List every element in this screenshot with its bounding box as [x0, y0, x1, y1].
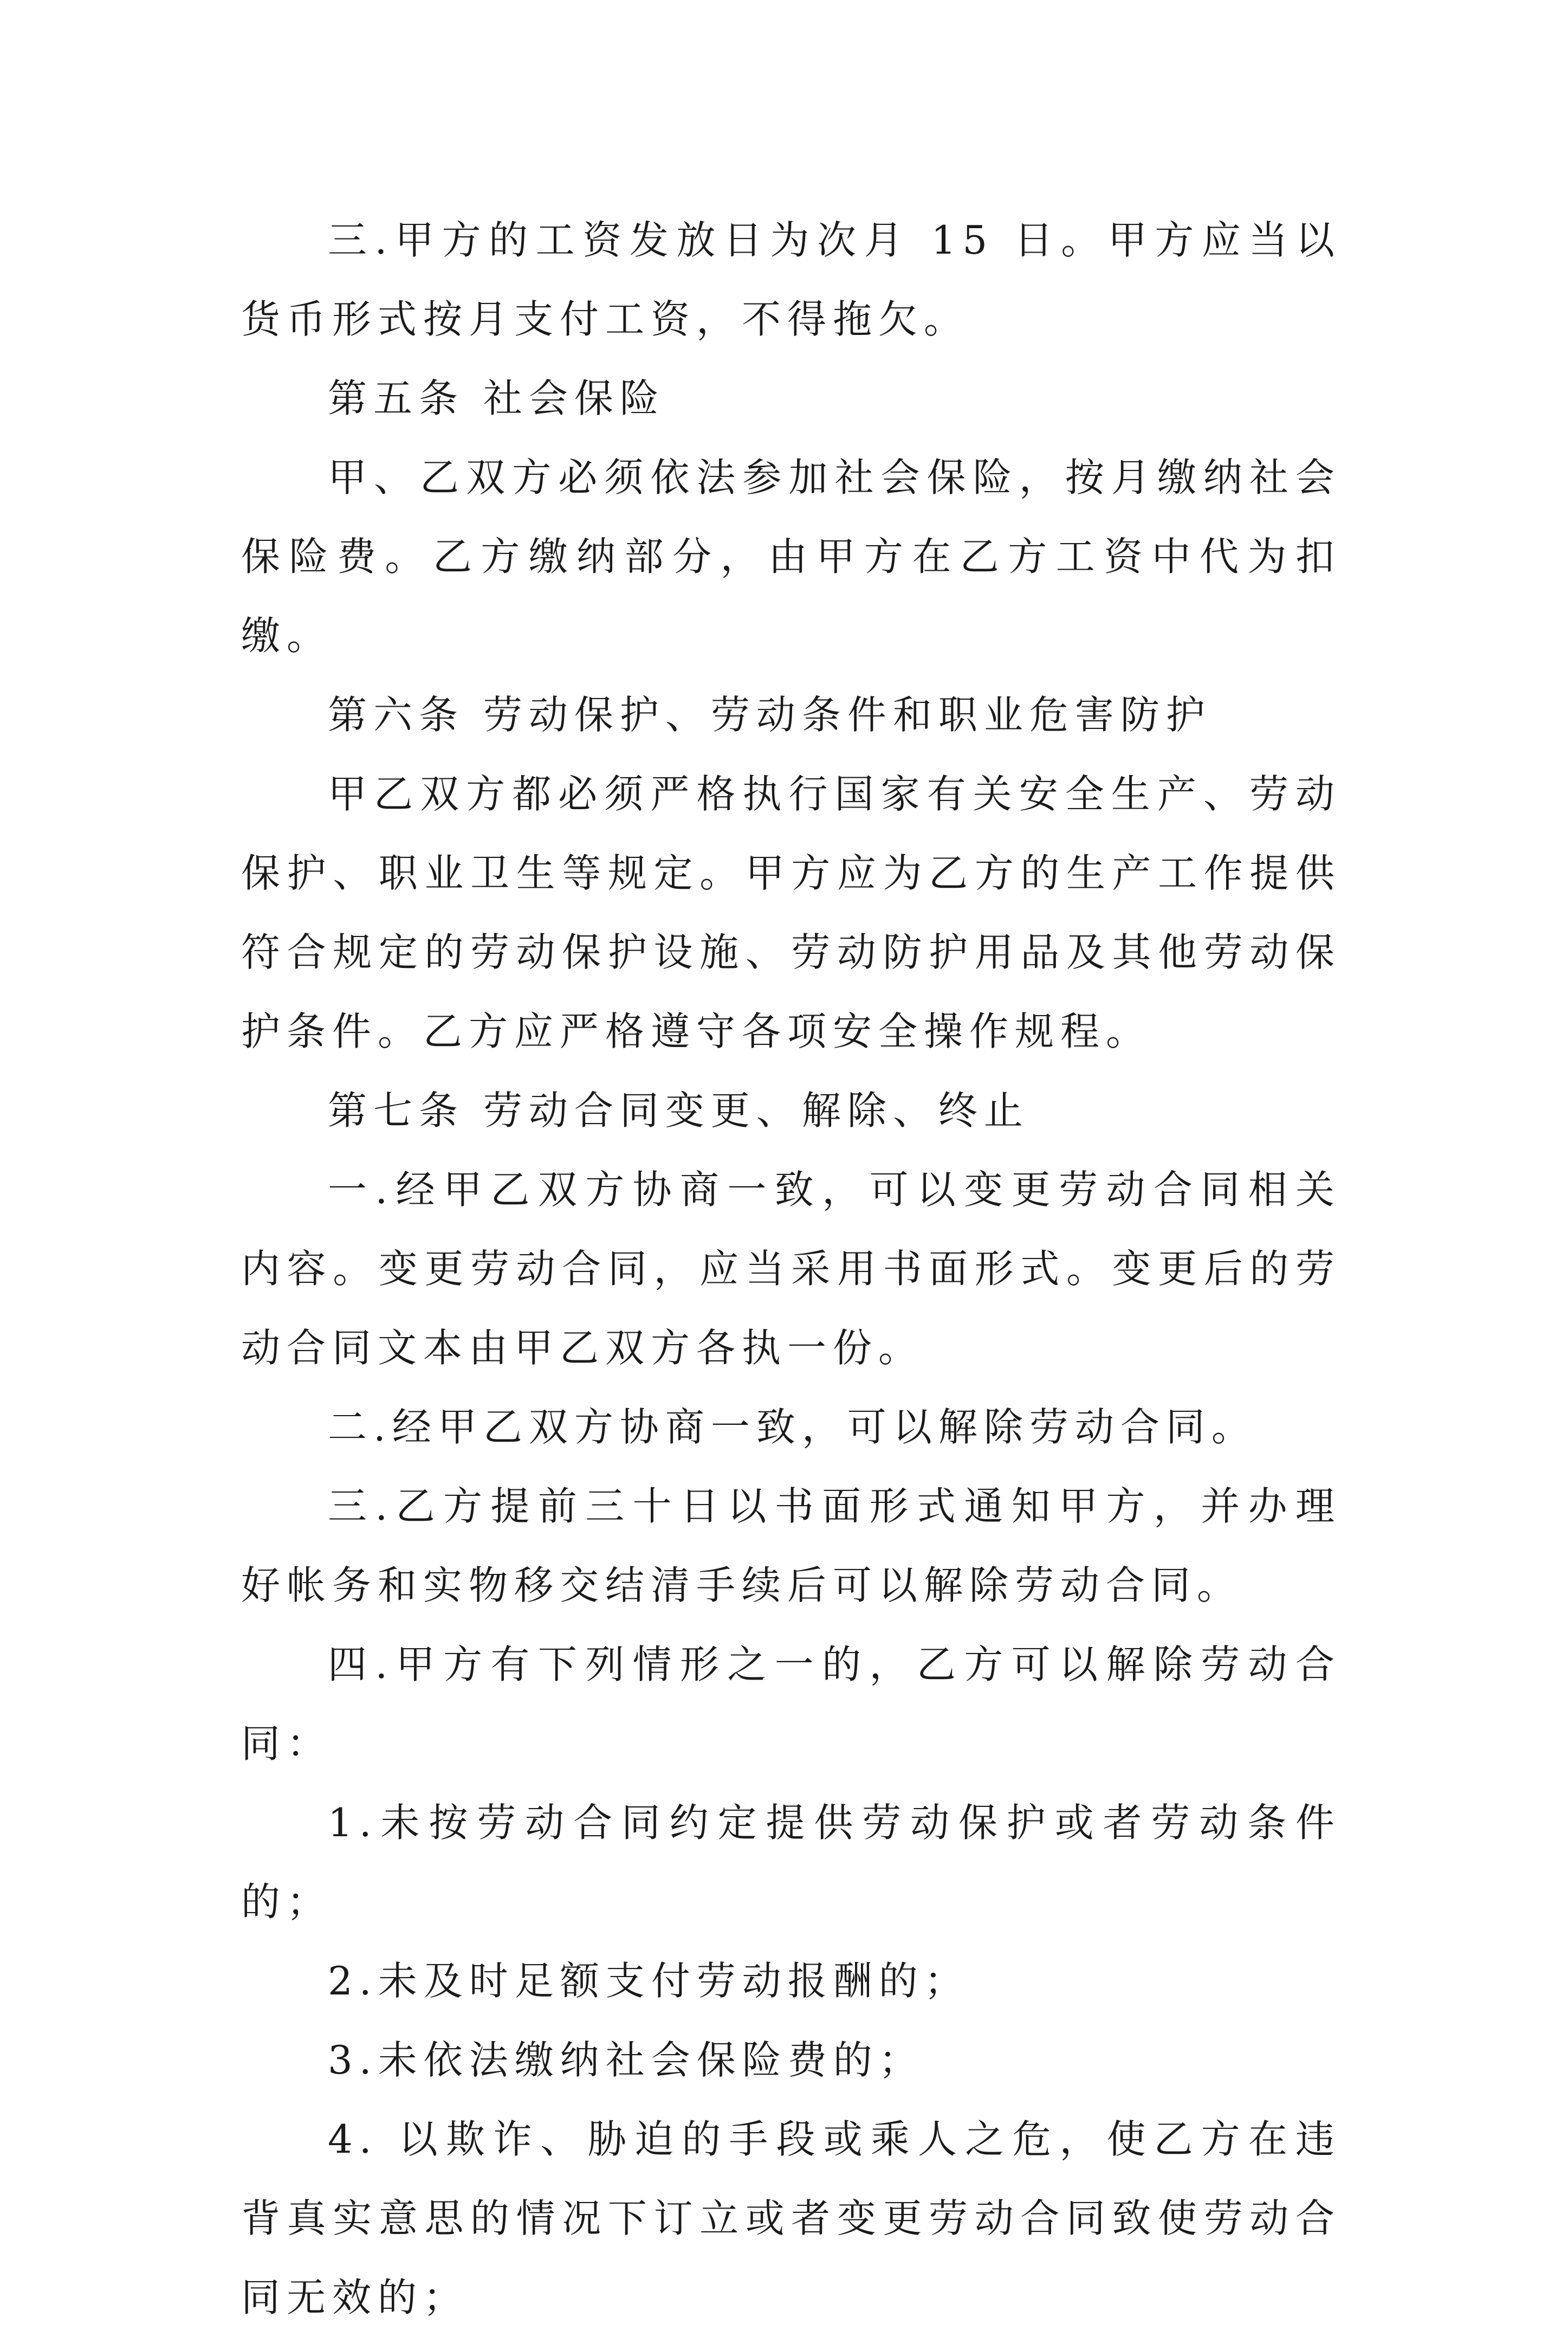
list-item-condition-4: 4. 以欺诈、胁迫的手段或乘人之危，使乙方在违背真实意思的情况下订立或者变更劳动合同致使劳动合同无效的； [241, 2116, 1341, 2320]
paragraph-notice-termination: 三.乙方提前三十日以书面形式通知甲方，并办理好帐务和实物移交结清手续后可以解除劳动合同。 [241, 1483, 1341, 1608]
heading-article-6: 第六条 劳动保护、劳动条件和职业危害防护 [328, 692, 1211, 738]
heading-article-7: 第七条 劳动合同变更、解除、终止 [328, 1088, 1029, 1133]
paragraph-labor-protection: 甲乙双方都必须严格执行国家有关安全生产、劳动保护、职业卫生等规定。甲方应为乙方的生产工作提供符合规定的劳动保护设施、劳动防护用品及其他劳动保护条件。乙方应严格遵守各项安全操作规程。 [241, 771, 1341, 1054]
list-item-condition-2: 2.未及时足额支付劳动报酬的； [328, 1958, 970, 2004]
paragraph-termination-conditions: 四.甲方有下列情形之一的，乙方可以解除劳动合同： [241, 1642, 1341, 1766]
paragraph-social-insurance: 甲、乙双方必须依法参加社会保险，按月缴纳社会保险费。乙方缴纳部分，由甲方在乙方工资中代为扣缴。 [241, 455, 1341, 659]
paragraph-mutual-termination: 二.经甲乙双方协商一致，可以解除劳动合同。 [328, 1404, 1257, 1450]
heading-article-5: 第五条 社会保险 [328, 376, 665, 421]
document-body [241, 201, 1341, 2337]
list-item-condition-3: 3.未依法缴纳社会保险费的； [328, 2037, 924, 2083]
paragraph-salary-payment: 三.甲方的工资发放日为次月 15 日。甲方应当以货币形式按月支付工资，不得拖欠。 [241, 217, 1341, 342]
paragraph-contract-change: 一.经甲乙双方协商一致，可以变更劳动合同相关内容。变更劳动合同，应当采用书面形式。变更后的劳动合同文本由甲乙双方各执一份。 [241, 1167, 1341, 1371]
list-item-condition-1: 1.未按劳动合同约定提供劳动保护或者劳动条件的； [241, 1800, 1341, 1925]
